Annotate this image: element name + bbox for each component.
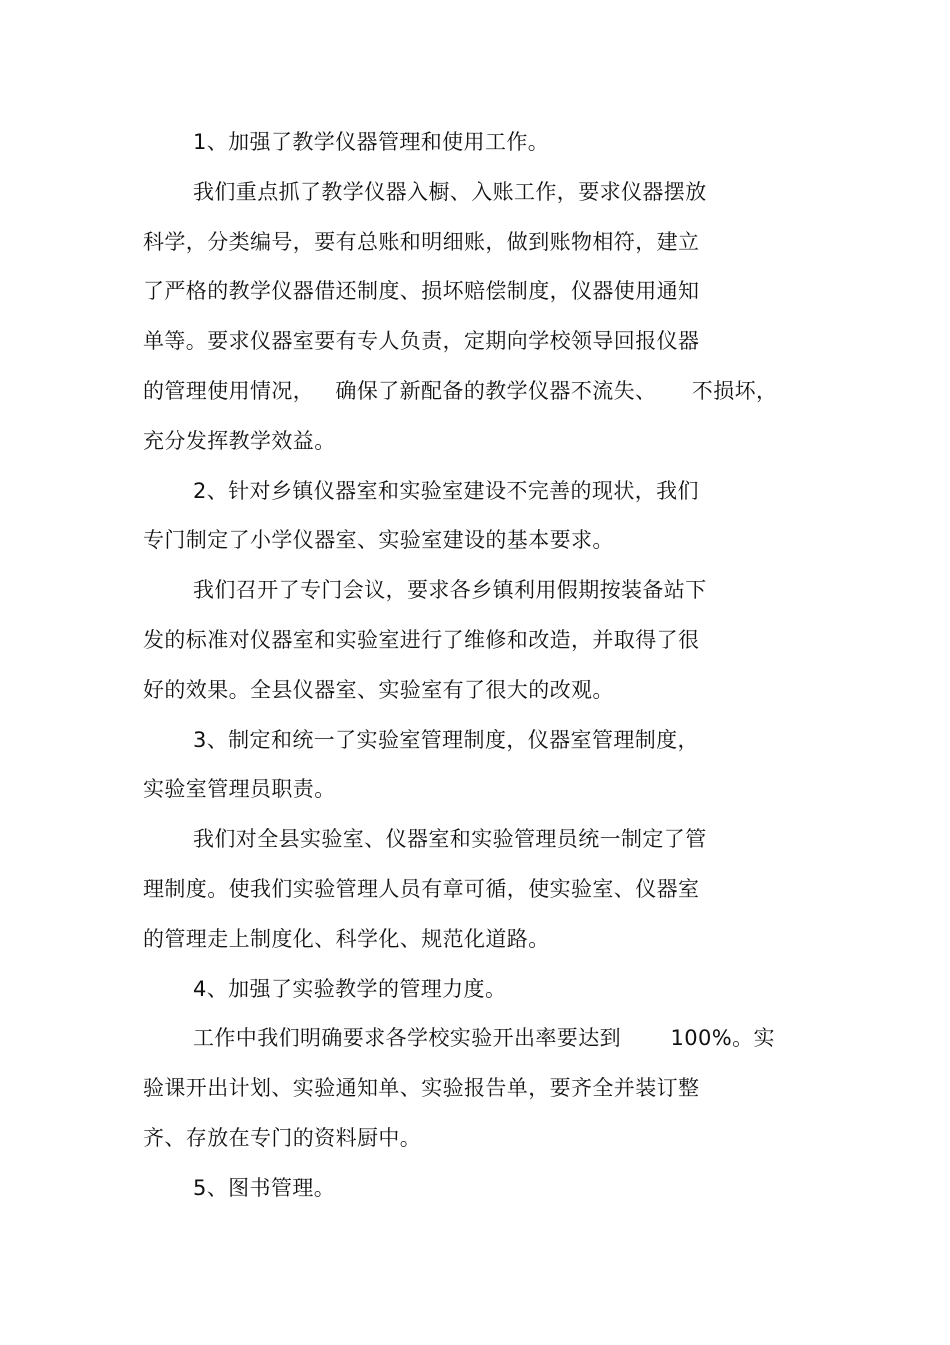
paragraph-line: 我们重点抓了教学仪器入橱、入账工作，要求仪器摆放 xyxy=(193,180,707,204)
paragraph-line: 实验室管理员职责。 xyxy=(143,777,336,801)
paragraph-line: 的管理走上制度化、科学化、规范化道路。 xyxy=(143,927,550,951)
paragraph-line: 5、图书管理。 xyxy=(193,1176,336,1200)
paragraph-line: 我们对全县实验室、仪器室和实验管理员统一制定了管 xyxy=(193,827,707,851)
paragraph-line: 理制度。使我们实验管理人员有章可循，使实验室、仪器室 xyxy=(143,877,700,901)
paragraph-line: 充分发挥教学效益。 xyxy=(143,429,336,453)
paragraph-line: 好的效果。全县仪器室、实验室有了很大的改观。 xyxy=(143,678,614,702)
paragraph-line: 专门制定了小学仪器室、实验室建设的基本要求。 xyxy=(143,528,614,552)
paragraph-line: 科学，分类编号，要有总账和明细账，做到账物相符，建立 xyxy=(143,230,700,254)
paragraph-line: 3、制定和统一了实验室管理制度，仪器室管理制度， xyxy=(193,728,699,752)
paragraph-line: 我们召开了专门会议，要求各乡镇利用假期按装备站下 xyxy=(193,578,707,602)
paragraph-line: 发的标准对仪器室和实验室进行了维修和改造，并取得了很 xyxy=(143,628,700,652)
paragraph-line: 2、针对乡镇仪器室和实验室建设不完善的现状，我们 xyxy=(193,479,699,503)
paragraph-line: 验课开出计划、实验通知单、实验报告单，要齐全并装订整 xyxy=(143,1076,700,1100)
paragraph-line: 工作中我们明确要求各学校实验开出率要达到 100%。实 xyxy=(193,1026,775,1050)
paragraph-line: 了严格的教学仪器借还制度、损坏赔偿制度，仪器使用通知 xyxy=(143,279,700,303)
paragraph-line: 齐、存放在专门的资料厨中。 xyxy=(143,1126,422,1150)
paragraph-line: 单等。要求仪器室要有专人负责，定期向学校领导回报仪器 xyxy=(143,329,700,353)
paragraph-line: 4、加强了实验教学的管理力度。 xyxy=(193,977,507,1001)
paragraph-line: 1、加强了教学仪器管理和使用工作。 xyxy=(193,130,550,154)
paragraph-line: 的管理使用情况， 确保了新配备的教学仪器不流失、 不损坏， xyxy=(143,379,778,403)
